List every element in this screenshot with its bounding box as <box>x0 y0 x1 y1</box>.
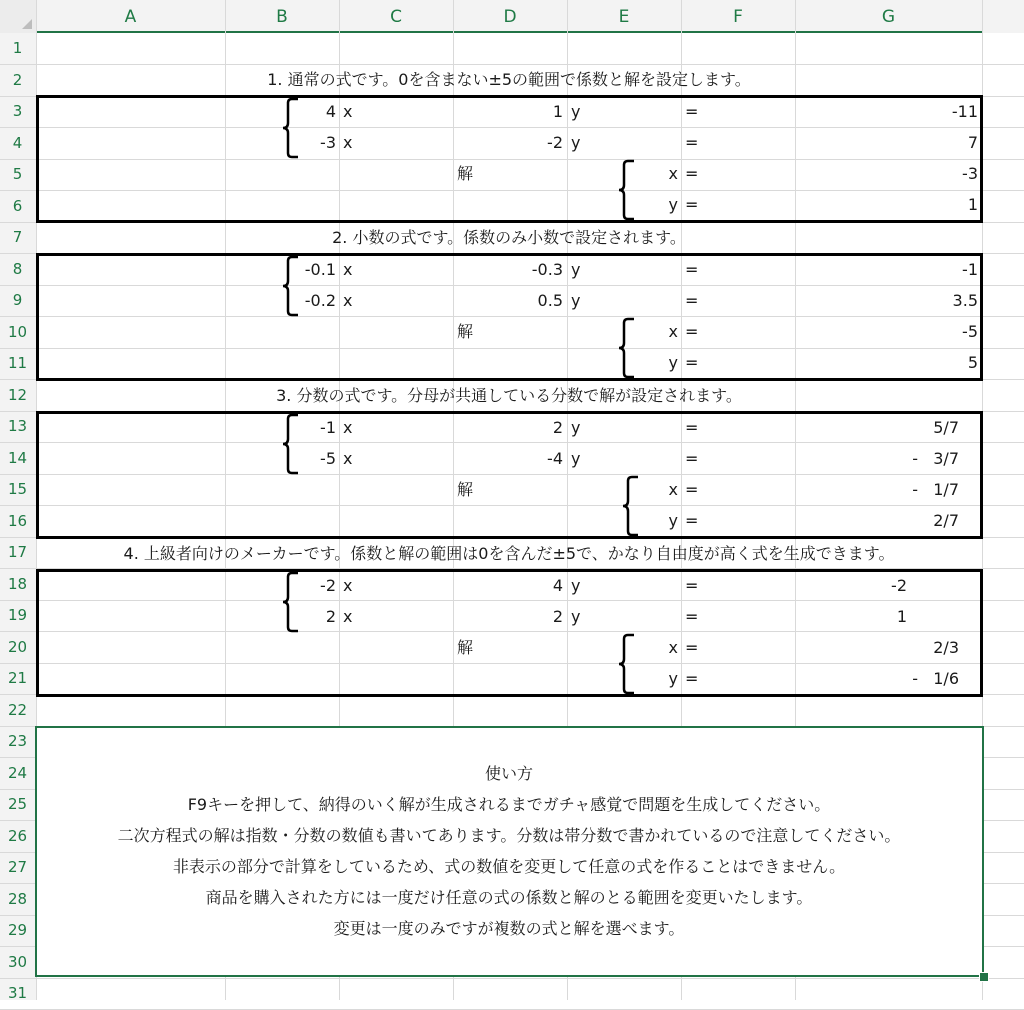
eq1-constant[interactable]: -2 <box>891 576 907 595</box>
solution-x-var[interactable]: x <box>668 164 678 183</box>
eq1-constant[interactable]: 5/7 <box>933 418 959 437</box>
solution-x-var[interactable]: x <box>668 638 678 657</box>
row-header[interactable]: 23 <box>7 732 28 750</box>
row-header[interactable]: 24 <box>7 764 28 782</box>
row-header[interactable]: 9 <box>12 291 23 309</box>
solution-x-equals[interactable]: = <box>685 164 699 183</box>
eq1-equals[interactable]: = <box>685 260 699 279</box>
row-header[interactable]: 31 <box>7 984 28 1002</box>
row-header[interactable]: 1 <box>12 39 23 57</box>
row-header[interactable]: 5 <box>12 165 23 183</box>
eq1-equals[interactable]: = <box>685 576 699 595</box>
eq1-constant[interactable]: -11 <box>951 102 978 121</box>
eq2-constant[interactable]: 7 <box>967 133 978 152</box>
row-header[interactable]: 22 <box>7 701 28 719</box>
eq2-var-x[interactable]: x <box>343 607 353 626</box>
row-header[interactable]: 30 <box>7 953 28 971</box>
solution-x-var[interactable]: x <box>668 480 678 499</box>
fill-handle[interactable] <box>979 972 989 982</box>
row-header[interactable]: 11 <box>7 354 28 372</box>
eq1-var-y[interactable]: y <box>571 576 581 595</box>
row-header[interactable]: 16 <box>7 512 28 530</box>
eq1-var-x[interactable]: x <box>343 102 353 121</box>
solution-y-equals[interactable]: = <box>685 511 699 530</box>
eq1-coef-y[interactable]: 1 <box>552 102 563 121</box>
eq1-var-y[interactable]: y <box>571 418 581 437</box>
row-header[interactable]: 25 <box>7 795 28 813</box>
solution-x-value[interactable]: 2/3 <box>933 638 959 657</box>
solution-x-equals[interactable]: = <box>685 322 699 341</box>
solution-y-var[interactable]: y <box>668 353 678 372</box>
eq1-coef-x[interactable]: 4 <box>325 102 336 121</box>
eq2-constant[interactable]: 3.5 <box>952 291 978 310</box>
eq1-var-y[interactable]: y <box>571 260 581 279</box>
left-brace-icon <box>280 571 300 633</box>
eq2-constant[interactable]: 1 <box>896 607 907 626</box>
solution-y-value[interactable]: 2/7 <box>933 511 959 530</box>
column-header-a[interactable]: A <box>124 7 137 27</box>
row-header[interactable]: 27 <box>7 858 28 876</box>
eq2-var-y[interactable]: y <box>571 449 581 468</box>
eq2-coef-x[interactable]: 2 <box>325 607 336 626</box>
row-header[interactable]: 15 <box>7 480 28 498</box>
row-header[interactable]: 7 <box>12 228 23 246</box>
row-header[interactable]: 26 <box>7 827 28 845</box>
eq2-equals[interactable]: = <box>685 449 699 468</box>
section-1-title[interactable]: 1. 通常の式です。0を含まない±5の範囲で係数と解を設定します。 <box>267 70 751 89</box>
column-header-e[interactable]: E <box>618 7 630 27</box>
solution-label[interactable]: 解 <box>457 164 474 183</box>
eq1-coef-x[interactable]: -0.1 <box>304 260 336 279</box>
solution-y-value[interactable]: - 1/6 <box>912 669 959 688</box>
row-header[interactable]: 20 <box>7 638 28 656</box>
eq2-var-y[interactable]: y <box>571 133 581 152</box>
eq2-var-x[interactable]: x <box>343 291 353 310</box>
row-header[interactable]: 4 <box>12 134 23 152</box>
eq1-var-x[interactable]: x <box>343 418 353 437</box>
eq2-var-x[interactable]: x <box>343 133 353 152</box>
row-header[interactable]: 19 <box>7 606 28 624</box>
row-header[interactable]: 10 <box>7 323 28 341</box>
eq1-coef-x[interactable]: -1 <box>320 418 336 437</box>
solution-x-equals[interactable]: = <box>685 480 699 499</box>
row-header[interactable]: 21 <box>7 669 28 687</box>
section-4-title[interactable]: 4. 上級者向けのメーカーです。係数と解の範囲は0を含んだ±5で、かなり自由度が高く式を生成できます。 <box>123 544 895 563</box>
row-header[interactable]: 17 <box>7 543 28 561</box>
eq1-equals[interactable]: = <box>685 102 699 121</box>
eq2-equals[interactable]: = <box>685 133 699 152</box>
solution-y-var[interactable]: y <box>668 511 678 530</box>
usage-line[interactable]: 変更は一度のみですが複数の式と解を選べます。 <box>333 919 685 938</box>
eq2-var-x[interactable]: x <box>343 449 353 468</box>
row-header[interactable]: 14 <box>7 449 28 467</box>
eq2-var-y[interactable]: y <box>571 607 581 626</box>
eq1-var-x[interactable]: x <box>343 260 353 279</box>
eq1-var-x[interactable]: x <box>343 576 353 595</box>
left-brace-icon <box>620 475 640 537</box>
left-brace-icon <box>280 413 300 475</box>
solution-y-equals[interactable]: = <box>685 353 699 372</box>
eq1-coef-y[interactable]: 2 <box>552 418 563 437</box>
row-header[interactable]: 28 <box>7 890 28 908</box>
eq1-equals[interactable]: = <box>685 418 699 437</box>
select-all-triangle <box>22 19 32 29</box>
eq2-var-y[interactable]: y <box>571 291 581 310</box>
row-gridline <box>0 978 1024 979</box>
solution-x-value[interactable]: -3 <box>962 164 978 183</box>
row-header[interactable]: 29 <box>7 921 28 939</box>
usage-line[interactable]: 商品を購入された方には一度だけ任意の式の係数と解のとる範囲を変更いたします。 <box>205 888 813 907</box>
solution-label[interactable]: 解 <box>457 322 474 341</box>
section-3-title[interactable]: 3. 分数の式です。分母が共通している分数で解が設定されます。 <box>276 386 742 405</box>
eq2-coef-x[interactable]: -0.2 <box>304 291 336 310</box>
solution-x-value[interactable]: -5 <box>962 322 978 341</box>
column-header-b[interactable]: B <box>276 7 288 27</box>
eq1-coef-x[interactable]: -2 <box>320 576 336 595</box>
eq2-coef-y[interactable]: 2 <box>552 607 563 626</box>
left-brace-icon <box>616 633 636 695</box>
eq1-var-y[interactable]: y <box>571 102 581 121</box>
row-header[interactable]: 13 <box>7 417 28 435</box>
eq2-coef-x[interactable]: -3 <box>320 133 336 152</box>
solution-y-value[interactable]: 1 <box>967 195 978 214</box>
section-2-title[interactable]: 2. 小数の式です。係数のみ小数で設定されます。 <box>332 228 686 247</box>
solution-y-value[interactable]: 5 <box>967 353 978 372</box>
row-gridline <box>0 694 1024 695</box>
row-header[interactable]: 12 <box>7 386 28 404</box>
solution-x-equals[interactable]: = <box>685 638 699 657</box>
solution-y-equals[interactable]: = <box>685 195 699 214</box>
eq2-coef-y[interactable]: -4 <box>547 449 563 468</box>
column-header-f[interactable]: F <box>733 7 743 27</box>
usage-line[interactable]: 二次方程式の解は指数・分数の数値も書いてあります。分数は帯分数で書かれているので注意してください。 <box>117 826 901 845</box>
left-brace-icon <box>616 159 636 221</box>
eq2-coef-y[interactable]: -2 <box>547 133 563 152</box>
eq2-constant[interactable]: - 3/7 <box>912 449 959 468</box>
eq2-coef-x[interactable]: -5 <box>320 449 336 468</box>
solution-label[interactable]: 解 <box>457 480 474 499</box>
eq1-constant[interactable]: -1 <box>962 260 978 279</box>
row-header[interactable]: 8 <box>12 260 23 278</box>
solution-y-var[interactable]: y <box>668 669 678 688</box>
row-header[interactable]: 6 <box>12 197 23 215</box>
eq1-coef-y[interactable]: -0.3 <box>531 260 563 279</box>
eq2-equals[interactable]: = <box>685 607 699 626</box>
column-header-g[interactable]: G <box>881 7 896 27</box>
column-header-d[interactable]: D <box>503 7 517 27</box>
left-brace-icon <box>616 317 636 379</box>
eq2-equals[interactable]: = <box>685 291 699 310</box>
row-header[interactable]: 3 <box>12 102 23 120</box>
eq1-coef-y[interactable]: 4 <box>552 576 563 595</box>
column-header-c[interactable]: C <box>390 7 402 27</box>
usage-line[interactable]: F9キーを押して、納得のいく解が生成されるまでガチャ感覚で問題を生成してください。 <box>187 795 831 814</box>
solution-y-equals[interactable]: = <box>685 669 699 688</box>
eq2-coef-y[interactable]: 0.5 <box>537 291 563 310</box>
solution-label[interactable]: 解 <box>457 638 474 657</box>
left-brace-icon <box>280 97 300 159</box>
solution-x-value[interactable]: - 1/7 <box>912 480 959 499</box>
solution-x-var[interactable]: x <box>668 322 678 341</box>
solution-y-var[interactable]: y <box>668 195 678 214</box>
usage-line[interactable]: 非表示の部分で計算をしているため、式の数値を変更して任意の式を作ることはできません。 <box>172 857 846 876</box>
row-header[interactable]: 2 <box>12 71 23 89</box>
usage-heading[interactable]: 使い方 <box>484 764 533 783</box>
row-header[interactable]: 18 <box>7 575 28 593</box>
